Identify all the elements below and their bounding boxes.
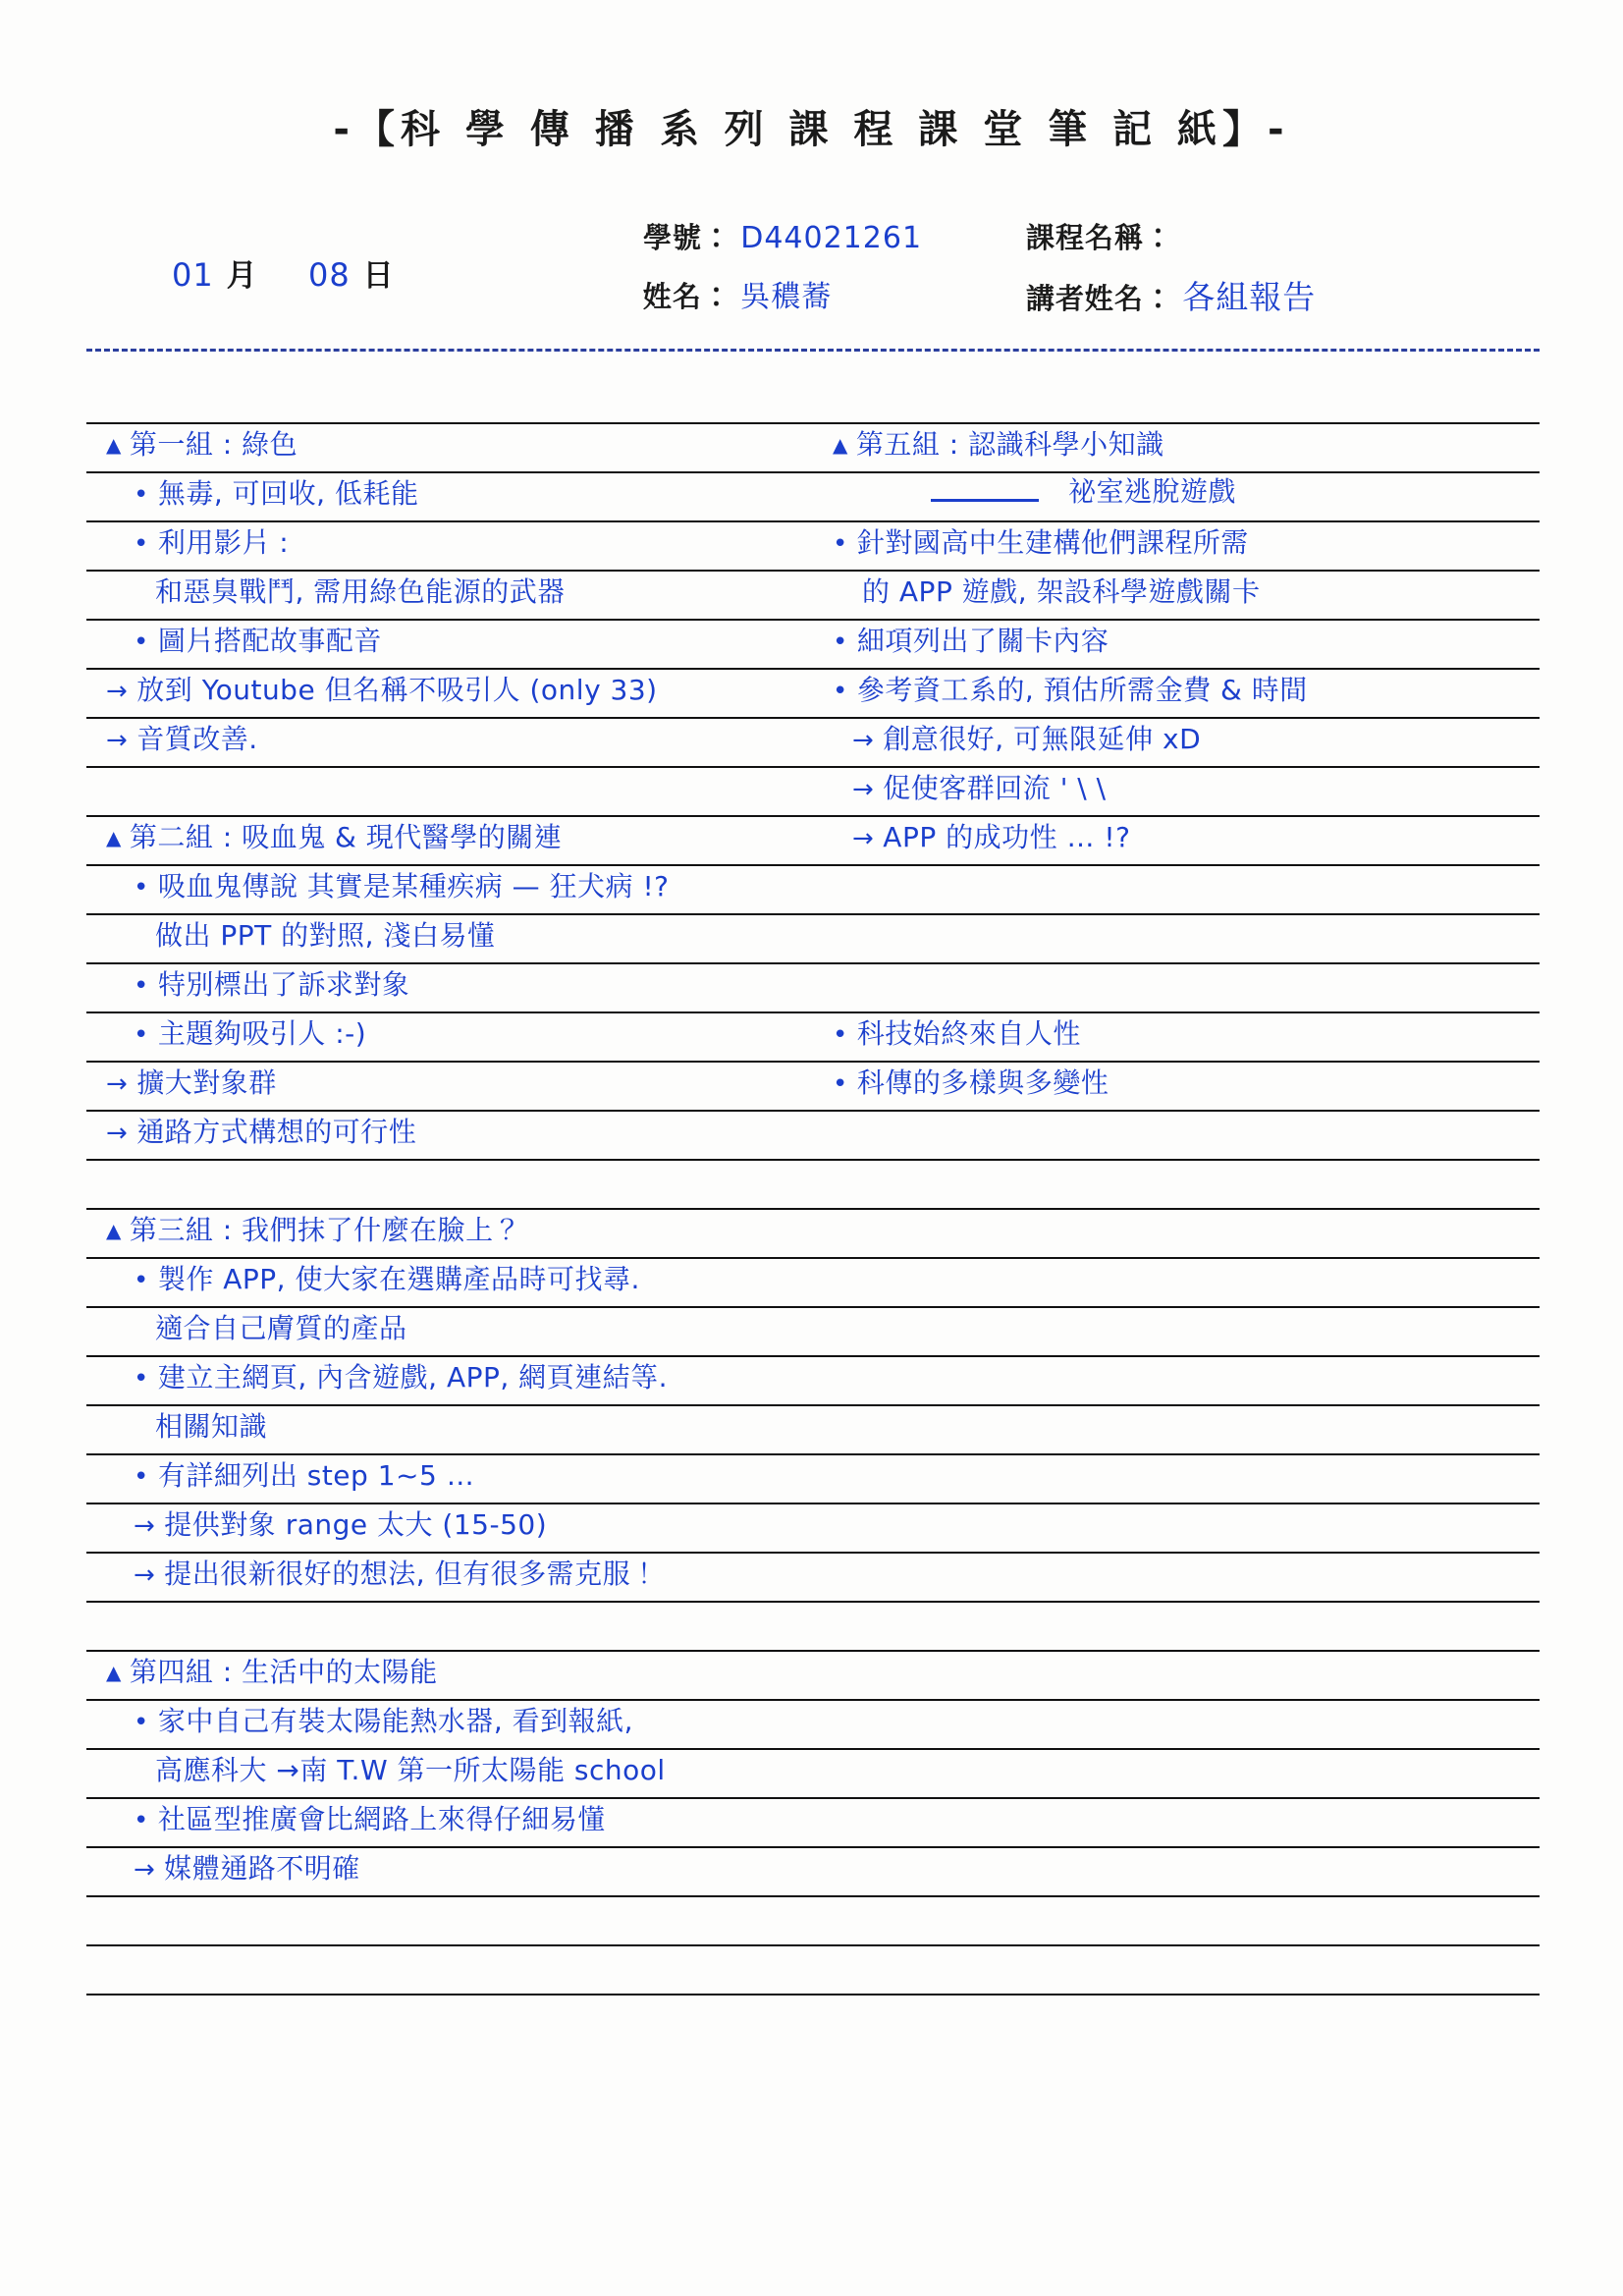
note-line: 的 APP 遊戲, 架設科學遊戲關卡	[862, 575, 1261, 608]
ruled-note-area	[86, 422, 1540, 2151]
note-line: ▲ 第一組 : 綠色	[106, 430, 298, 461]
note-line: ▲ 第五組 : 認識科學小知識	[833, 430, 1164, 461]
note-line: 高應科大 →南 T.W 第一所太陽能 school	[155, 1754, 666, 1786]
note-line: • 主題夠吸引人 :-)	[106, 1019, 366, 1050]
page-title: -【科 學 傳 播 系 列 課 程 課 堂 筆 記 紙】-	[333, 107, 1290, 152]
note-line: ▲ 第四組 : 生活中的太陽能	[106, 1658, 438, 1688]
note-line: 做出 PPT 的對照, 淺白易懂	[155, 919, 496, 952]
date-day-label: 日	[362, 258, 395, 294]
note-line: • 利用影片 :	[106, 528, 289, 559]
note-line: ▲ 第二組 : 吸血鬼 & 現代醫學的關連	[106, 823, 562, 853]
lecturer-name-value: 各組報告	[1182, 278, 1317, 316]
course-name-label: 課程名稱：	[1026, 221, 1174, 254]
student-id-value: D44021261	[740, 221, 923, 255]
note-line: • 細項列出了關卡內容	[833, 627, 1109, 657]
note-line: ▲ 第三組 : 我們抹了什麼在臉上？	[106, 1216, 521, 1246]
lecturer-name-label: 講者姓名：	[1026, 282, 1174, 315]
lecturer-name-field[interactable]	[1026, 272, 1316, 318]
note-line: → 音質改善.	[106, 725, 258, 755]
note-line: 相關知識	[155, 1410, 268, 1443]
note-line: • 建立主網頁, 內含遊戲, APP, 網頁連結等.	[106, 1363, 668, 1394]
note-line: → 提出很新很好的想法, 但有很多需克服！	[106, 1559, 659, 1590]
student-id-field[interactable]	[643, 216, 922, 256]
student-id-label: 學號：	[643, 221, 732, 254]
student-name-label: 姓名：	[643, 280, 732, 313]
note-line: 和惡臭戰鬥, 需用綠色能源的武器	[155, 575, 566, 608]
header-divider	[86, 349, 1540, 352]
note-line: → 放到 Youtube 但名稱不吸引人 (only 33)	[106, 676, 658, 706]
note-line: → 通路方式構想的可行性	[106, 1118, 416, 1148]
note-line: • 家中自己有裝太陽能熱水器, 看到報紙,	[106, 1707, 633, 1737]
note-line: • 吸血鬼傳說 其實是某種疾病 — 狂犬病 !?	[106, 872, 670, 902]
student-name-value: 吳穠蕎	[740, 280, 833, 314]
note-line: 祕室逃脫遊戲	[1068, 475, 1237, 508]
note-line: → 促使客群回流 ' \ \	[852, 774, 1107, 804]
header-fields	[0, 211, 1623, 339]
note-line: • 參考資工系的, 預估所需金費 & 時間	[833, 676, 1308, 706]
note-line: • 科傳的多樣與多變性	[833, 1068, 1109, 1099]
date-day-value: 08	[308, 256, 351, 294]
underline-mark	[931, 499, 1039, 502]
note-line: • 特別標出了訴求對象	[106, 970, 409, 1001]
date-month-value: 01	[172, 256, 214, 294]
note-line: • 無毒, 可回收, 低耗能	[106, 479, 418, 510]
note-line: • 針對國高中生建構他們課程所需	[833, 528, 1249, 559]
course-name-field[interactable]	[1026, 216, 1173, 256]
date-field[interactable]	[172, 250, 395, 295]
note-line: 適合自己膚質的產品	[155, 1312, 407, 1344]
note-line: → 媒體通路不明確	[106, 1854, 360, 1885]
note-line: • 科技始終來自人性	[833, 1019, 1081, 1050]
note-line: → 創意很好, 可無限延伸 xD	[852, 725, 1201, 755]
note-line: → 提供對象 range 太大 (15-50)	[106, 1510, 547, 1541]
date-month-label: 月	[226, 258, 258, 294]
note-line: • 社區型推廣會比網路上來得仔細易懂	[106, 1805, 606, 1835]
note-line: → APP 的成功性 … !?	[852, 823, 1131, 853]
note-line: • 圖片搭配故事配音	[106, 627, 382, 657]
note-line: → 擴大對象群	[106, 1068, 277, 1099]
note-line: • 製作 APP, 使大家在選購產品時可找尋.	[106, 1265, 640, 1295]
note-line: • 有詳細列出 step 1~5 …	[106, 1461, 474, 1492]
student-name-field[interactable]	[643, 272, 832, 315]
